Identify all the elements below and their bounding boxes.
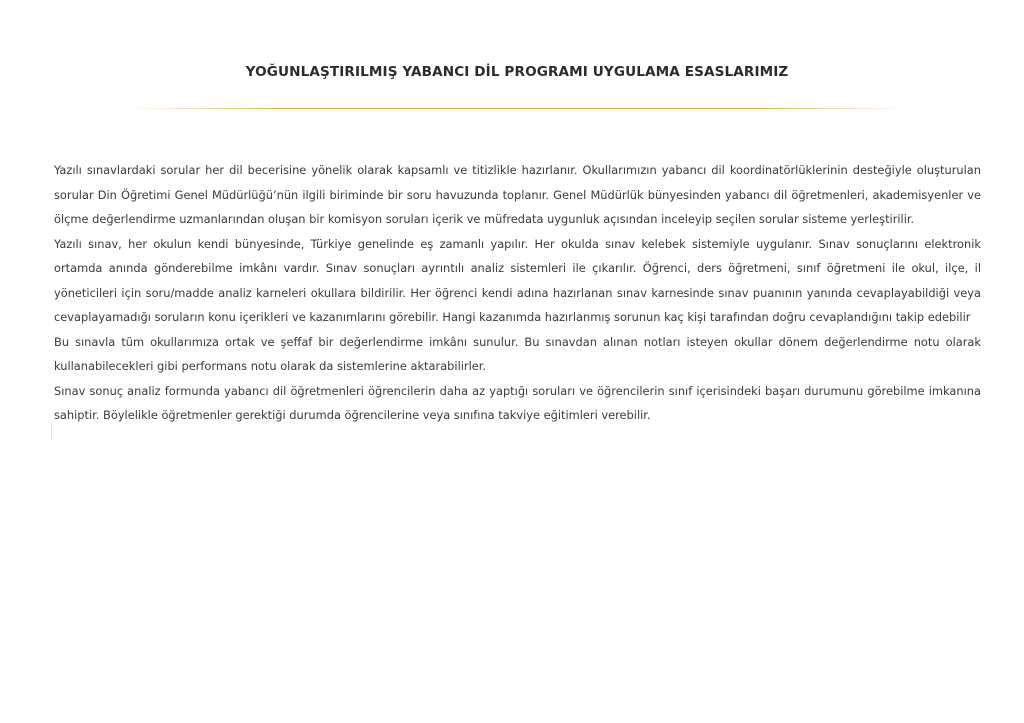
paragraph-result-analysis: Sınav sonuç analiz formunda yabancı dil öğretmenleri öğrencilerin daha az yaptığı soruları ve öğrencilerin sınıf içerisindeki başarı durumunu görebilme imkanına sahiptir. Böylelikle öğretmenler gerektiği durumda öğrencilerine veya sınıfına takviye eğitimleri verebilir.: [54, 383, 981, 422]
paragraph-question-pool: Yazılı sınavlardaki sorular her dil becerisine yönelik olarak kapsamlı ve titizlikle hazırlanır. Okullarımızın yabancı dil koordinatörlüklerinin desteğiyle oluşturulan sorular Din Öğretimi Genel Müdürlüğü’nün ilgili biriminde bir soru havuzunda toplanır. Genel Müdürlük bünyesinden yabancı dil öğretmenleri, akademisyenler ve ölçme değerlendirme uzmanlarından oluşan bir komisyon soruları içerik ve müfredata uygunluk açısından inceleyip seçilen sorular sisteme yerleştirilir.: [54, 163, 981, 226]
left-rule: [51, 422, 52, 440]
title-divider: [137, 108, 899, 109]
page-title: YOĞUNLAŞTIRILMIŞ YABANCI DİL PROGRAMI UYGULAMA ESASLARIMIZ: [245, 64, 789, 80]
content-body: [54, 158, 981, 428]
paragraph-exam-administration: Yazılı sınav, her okulun kendi bünyesinde, Türkiye genelinde eş zamanlı yapılır. Her okulda sınav kelebek sistemiyle uygulanır. Sınav sonuçlarını elektronik ortamda anında gönderebilme imkânı vardır. Sınav sonuçları ayrıntılı analiz sistemleri ile çıkarılır. Öğrenci, ders öğretmeni, sınıf öğretmeni ile okul, ilçe, il yöneticileri için soru/madde analiz karneleri okullara bildirilir. Her öğrenci kendi adına hazırlanan sınav karnesinde sınav puanının yanında cevaplayabildiği veya cevaplayamadığı soruların konu içerikleri ve kazanımlarını görebilir. Hangi kazanımda hazırlanmış sorunun kaç kişi tarafından doğru cevaplandığını takip edebilir: [54, 236, 981, 324]
paragraph-transparent-evaluation: Bu sınavla tüm okullarımıza ortak ve şeffaf bir değerlendirme imkânı sunulur. Bu sınavdan alınan notları isteyen okullar dönem değerlendirme notu olarak kullanabilecekleri gibi performans notu olarak da sistemlerine aktarabilirler.: [54, 334, 981, 373]
